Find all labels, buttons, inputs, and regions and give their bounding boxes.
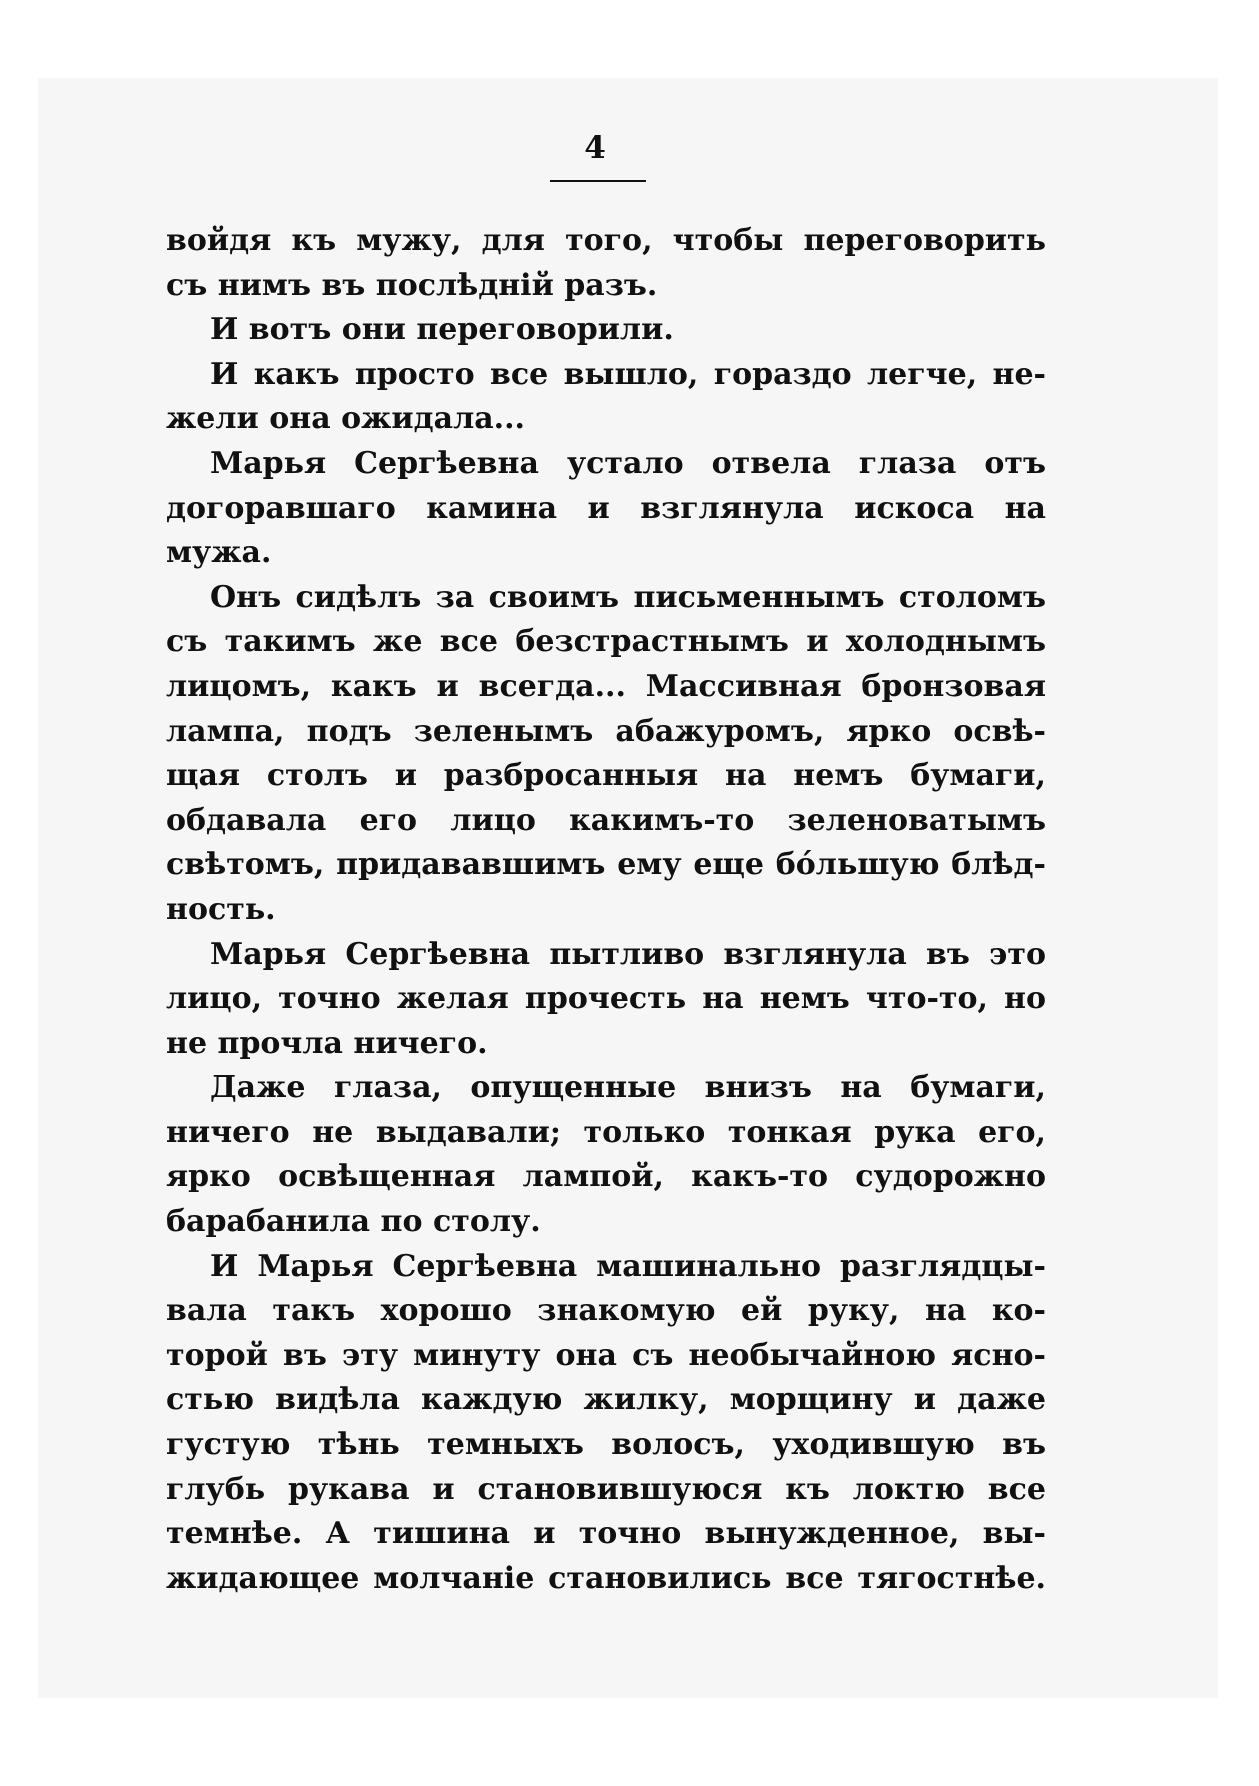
text-line: не прочла ничего. bbox=[166, 1025, 488, 1061]
text-line: лампа, подъ зеленымъ абажуромъ, ярко освѣ- bbox=[166, 713, 1046, 749]
text-line: Даже глаза, опущенные внизъ на бумаги, bbox=[210, 1070, 1046, 1106]
text-line: И Марья Сергѣевна машинально разглядцы- bbox=[210, 1248, 1046, 1284]
page-number-rule bbox=[550, 180, 646, 182]
text-line: барабанила по столу. bbox=[166, 1204, 541, 1240]
text-line: щая столъ и разбросанныя на немъ бумаги, bbox=[166, 758, 1046, 794]
text-line: свѣтомъ, придававшимъ ему еще бо́льшую блѣд- bbox=[166, 847, 1046, 883]
text-line: темнѣе. А тишина и точно вынужденное, вы- bbox=[166, 1516, 1046, 1552]
text-line: войдя къ мужу, для того, чтобы переговорить bbox=[166, 223, 1046, 258]
text-line: глубь рукава и становившуюся къ локтю все bbox=[166, 1471, 1046, 1507]
text-line: Онъ сидѣлъ за своимъ письменнымъ столомъ bbox=[210, 579, 1046, 615]
text-line: лицомъ, какъ и всегда... Массивная бронзовая bbox=[166, 668, 1046, 704]
text-line: стью видѣла каждую жилку, морщину и даже bbox=[166, 1382, 1046, 1418]
text-line: торой въ эту минуту она съ необычайною ясно- bbox=[166, 1337, 1046, 1373]
text-line: Марья Сергѣевна устало отвела глаза отъ bbox=[210, 445, 1046, 481]
text-line: И какъ просто все вышло, гораздо легче, не- bbox=[210, 356, 1046, 392]
text-line: лицо, точно желая прочесть на немъ что-то, но bbox=[166, 981, 1046, 1017]
page-number: 4 bbox=[584, 130, 606, 166]
text-line: жидающее молчаніе становились все тягостнѣе. bbox=[166, 1560, 1046, 1596]
body-text bbox=[166, 219, 1046, 1601]
text-line: густую тѣнь темныхъ волосъ, уходившую въ bbox=[166, 1427, 1046, 1463]
text-line: вала такъ хорошо знакомую ей руку, на ко- bbox=[166, 1293, 1046, 1329]
text-line: мужа. bbox=[166, 535, 272, 571]
text-line: ярко освѣщенная лампой, какъ-то судорожно bbox=[166, 1159, 1046, 1195]
text-line: обдавала его лицо какимъ-то зеленоватымъ bbox=[166, 802, 1046, 838]
text-line: догоравшаго камина и взглянула искоса на bbox=[166, 490, 1046, 526]
text-line: ность. bbox=[166, 891, 276, 927]
text-line: Марья Сергѣевна пытливо взглянула въ это bbox=[210, 936, 1046, 972]
text-line: жели она ожидала... bbox=[166, 401, 525, 437]
text-line: ничего не выдавали; только тонкая рука его, bbox=[166, 1114, 1046, 1150]
text-line: И вотъ они переговорили. bbox=[210, 312, 674, 348]
text-line: съ нимъ въ послѣдній разъ. bbox=[166, 267, 658, 303]
text-line: съ такимъ же все безстрастнымъ и холоднымъ bbox=[166, 624, 1046, 660]
